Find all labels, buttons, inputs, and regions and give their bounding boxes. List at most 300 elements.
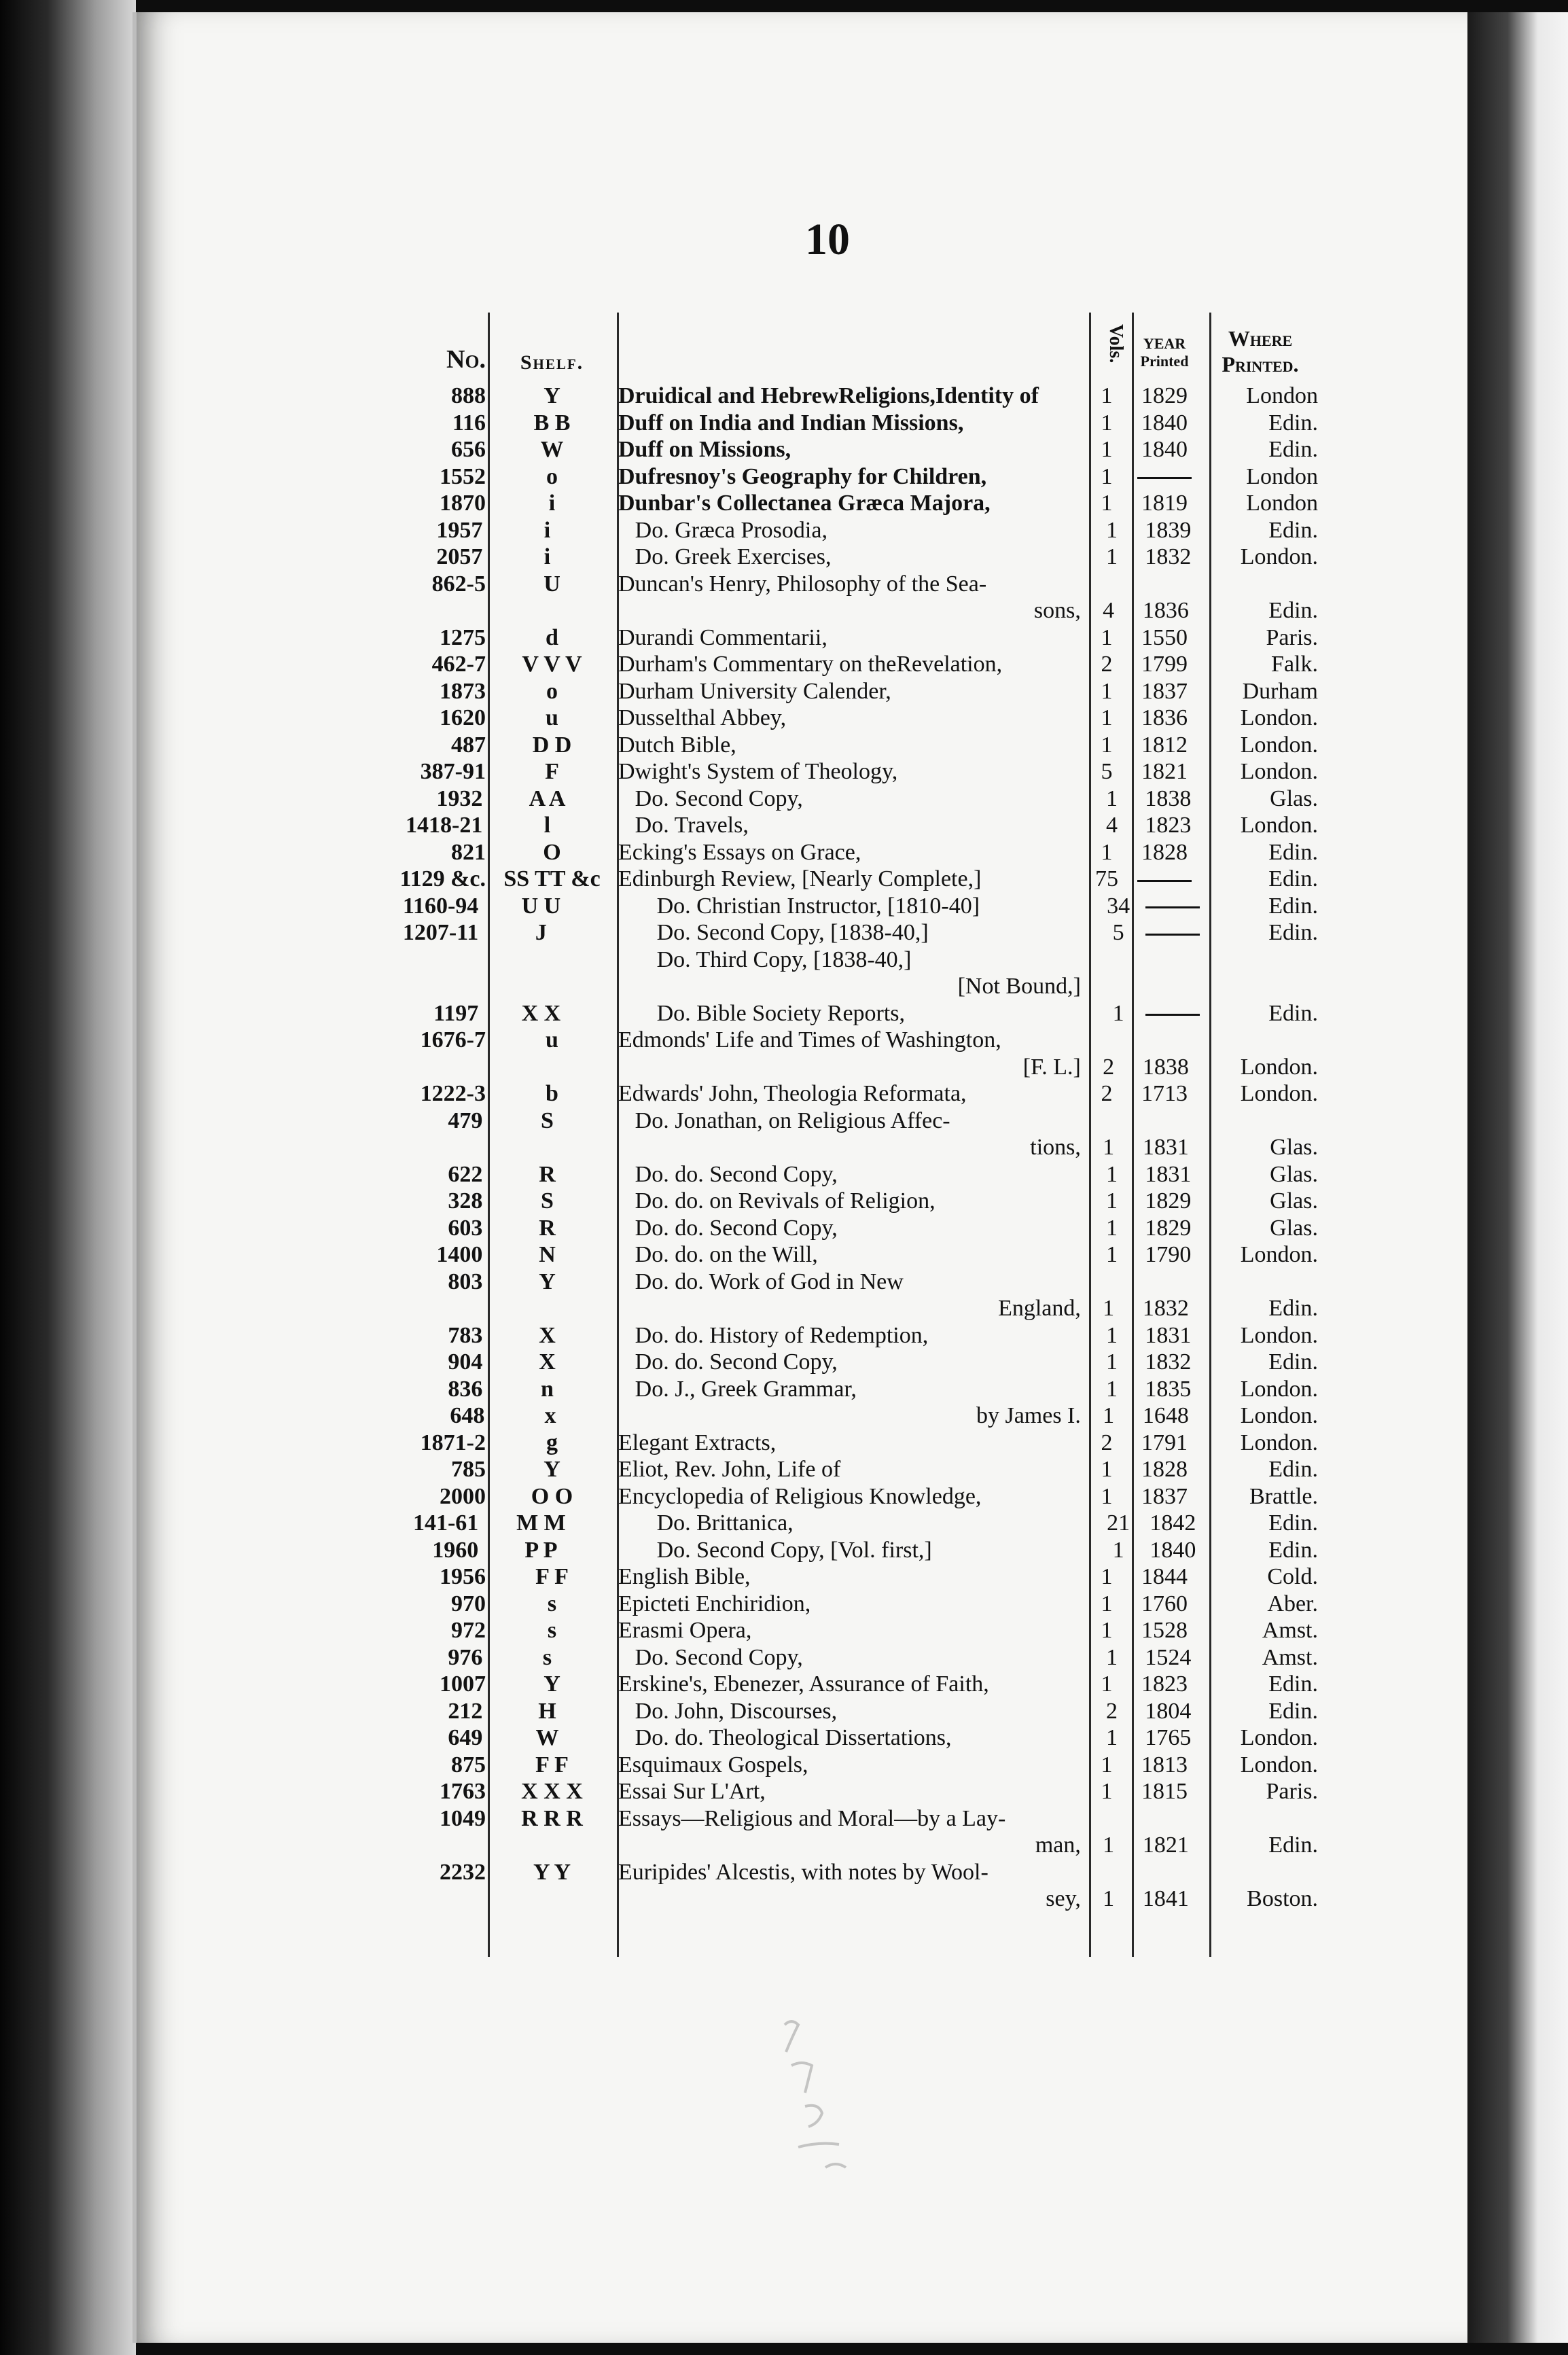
row-year: 1836 (1142, 598, 1189, 623)
catalog-row (353, 1349, 1318, 1376)
row-number: 1160-94 (402, 893, 479, 919)
row-shelf: o (546, 678, 558, 704)
row-vols: 1 (1101, 491, 1113, 516)
row-vols: 34 (1107, 893, 1130, 919)
row-where: Edin. (1268, 1296, 1319, 1321)
row-year: 1790 (1145, 1242, 1192, 1267)
row-where: Edin. (1268, 920, 1318, 945)
year-unknown-dash (1137, 477, 1192, 479)
row-year: 1524 (1145, 1644, 1192, 1670)
row-year: 1844 (1141, 1564, 1188, 1589)
catalog-table (353, 302, 1318, 1913)
row-shelf: SS TT &c (503, 866, 601, 891)
row-where: Paris. (1266, 624, 1318, 650)
row-where: Edin. (1268, 1000, 1318, 1026)
row-vols: 1 (1105, 517, 1118, 543)
row-shelf: W (540, 437, 564, 462)
row-title: Do. Greek Exercises, (635, 544, 832, 569)
row-where: London. (1240, 1725, 1318, 1750)
catalog-row (353, 597, 1318, 624)
row-title: Dutch Bible, (618, 732, 736, 758)
catalog-row (353, 1832, 1318, 1859)
row-number: 1197 (433, 1000, 479, 1026)
row-number: 1870 (440, 491, 486, 516)
row-year (1137, 919, 1209, 946)
row-number: 836 (448, 1376, 483, 1402)
catalog-row (353, 785, 1318, 813)
row-where: Edin. (1268, 1349, 1318, 1375)
row-shelf: W (535, 1725, 559, 1750)
row-title: Do. Jonathan, on Religious Affec- (635, 1108, 950, 1133)
row-shelf: A A (529, 785, 566, 811)
row-where: London. (1240, 1054, 1319, 1080)
row-number: 1620 (440, 705, 486, 730)
row-title: tions, (1030, 1135, 1081, 1160)
row-year: 1828 (1141, 1457, 1188, 1482)
row-vols: 1 (1105, 1376, 1118, 1402)
row-number: 1956 (440, 1564, 486, 1589)
row-shelf: S (541, 1108, 554, 1133)
row-number: 972 (451, 1618, 486, 1643)
row-where: Boston. (1247, 1886, 1319, 1911)
row-shelf: R (539, 1161, 556, 1187)
row-title: by James I. (976, 1403, 1081, 1428)
row-vols: 5 (1112, 920, 1124, 945)
row-vols: 1 (1101, 1457, 1113, 1482)
row-title: Dufresnoy's Geography for Children, (618, 463, 987, 489)
row-number: 1932 (436, 785, 483, 811)
row-where: Edin. (1268, 839, 1318, 865)
catalog-row (353, 1644, 1318, 1671)
row-title: Do. Brittanica, (656, 1510, 794, 1536)
row-title: Essays—Religious and Moral—by a Lay- (618, 1805, 1006, 1831)
book-spine-shadow (0, 0, 136, 2355)
row-year: 1835 (1145, 1376, 1192, 1402)
row-title: Do. do. on Revivals of Religion, (635, 1188, 936, 1214)
row-year: 1832 (1142, 1296, 1189, 1321)
row-number: 803 (448, 1269, 483, 1294)
catalog-row (353, 758, 1318, 785)
row-number: 487 (451, 732, 486, 758)
row-year: 1819 (1141, 491, 1188, 516)
row-where: London. (1240, 813, 1318, 838)
header-where-bottom: Printed. (1222, 352, 1299, 376)
row-year: 1815 (1141, 1779, 1188, 1804)
catalog-row (353, 651, 1318, 678)
row-year (1137, 893, 1209, 920)
table-header (353, 302, 1318, 383)
catalog-row (353, 732, 1318, 759)
row-where: London. (1240, 1752, 1318, 1777)
catalog-row (353, 1537, 1318, 1564)
row-number: 1873 (440, 678, 486, 704)
row-vols: 1 (1101, 1483, 1113, 1509)
row-number: 1129 &c. (399, 866, 486, 891)
row-title: Do. Christian Instructor, [1810-40] (656, 893, 980, 919)
row-title: Do. J., Greek Grammar, (635, 1376, 857, 1402)
row-number: 1275 (440, 624, 486, 650)
pencil-tally-marks (771, 2011, 880, 2188)
row-where: Cold. (1267, 1564, 1318, 1589)
row-year: 1823 (1145, 813, 1192, 838)
row-vols: 1 (1103, 1403, 1115, 1428)
row-where: London. (1240, 1376, 1318, 1402)
row-shelf: b (546, 1081, 558, 1106)
row-shelf: Y (544, 1671, 560, 1697)
row-number: 2000 (440, 1483, 486, 1509)
row-vols: 5 (1101, 759, 1113, 784)
row-number: 648 (450, 1403, 485, 1428)
row-where: Glas. (1270, 1161, 1318, 1187)
row-title: Durham University Calender, (618, 678, 891, 704)
row-year: 1838 (1142, 1054, 1189, 1080)
row-number: 2232 (440, 1859, 486, 1885)
row-shelf: x (544, 1403, 556, 1428)
row-vols: 1 (1105, 1349, 1118, 1375)
row-vols: 1 (1101, 1591, 1113, 1616)
catalog-row (353, 678, 1318, 705)
row-vols: 1 (1101, 410, 1113, 436)
catalog-row (353, 1000, 1318, 1027)
row-where: London. (1240, 1322, 1318, 1348)
row-where: Falk. (1271, 652, 1318, 677)
catalog-row (353, 1510, 1318, 1537)
catalog-row (353, 410, 1318, 437)
row-where: Edin. (1268, 437, 1318, 462)
row-title: Do. Second Copy, (635, 1644, 803, 1670)
catalog-row (353, 1080, 1318, 1108)
row-where: Edin. (1268, 410, 1318, 436)
header-shelf: Shelf. (520, 351, 584, 374)
row-year: 1799 (1141, 652, 1188, 677)
row-where: Edin. (1268, 1698, 1318, 1724)
row-vols: 2 (1101, 1081, 1113, 1106)
year-unknown-dash (1145, 906, 1200, 908)
row-year (1126, 463, 1202, 491)
row-number: 2057 (436, 544, 483, 569)
row-title: Do. Travels, (635, 813, 749, 838)
row-where: London. (1240, 1081, 1318, 1106)
row-title: Do. Bible Society Reports, (656, 1000, 906, 1026)
catalog-row (353, 1698, 1318, 1725)
row-number: 1676-7 (420, 1027, 486, 1052)
header-where-top: Where (1228, 326, 1293, 351)
catalog-row (353, 1778, 1318, 1805)
row-shelf: S (541, 1188, 554, 1214)
table-body (353, 383, 1318, 1913)
catalog-row (353, 705, 1318, 732)
row-vols: 1 (1101, 624, 1113, 650)
row-year: 1836 (1141, 705, 1188, 730)
row-where: Edin. (1268, 517, 1318, 543)
row-vols: 1 (1101, 732, 1113, 758)
row-vols: 1 (1112, 1537, 1124, 1563)
catalog-row (353, 1483, 1318, 1510)
row-year: 1839 (1145, 517, 1192, 543)
row-number: 1960 (432, 1537, 479, 1563)
catalog-row (353, 1295, 1318, 1322)
row-title: Essai Sur L'Art, (618, 1779, 766, 1804)
catalog-row (353, 544, 1318, 571)
row-year: 1829 (1145, 1215, 1192, 1241)
row-shelf: O (543, 839, 561, 865)
row-where: Amst. (1262, 1618, 1318, 1643)
row-vols: 2 (1101, 1430, 1113, 1455)
catalog-row (353, 1269, 1318, 1296)
row-number: 1871-2 (420, 1430, 486, 1455)
row-shelf: s (542, 1644, 552, 1670)
catalog-row (353, 1563, 1318, 1591)
catalog-row (353, 1456, 1318, 1483)
row-where: Aber. (1267, 1591, 1318, 1616)
row-title: Do. do. Second Copy, (635, 1215, 838, 1241)
row-shelf: H (538, 1698, 556, 1724)
catalog-row (353, 1591, 1318, 1618)
row-where: London (1246, 491, 1318, 516)
row-title: Ecking's Essays on Grace, (618, 839, 861, 865)
row-shelf: u (546, 705, 558, 730)
row-shelf: U (544, 571, 560, 597)
catalog-row (353, 1376, 1318, 1403)
page-edge (1467, 12, 1568, 2343)
row-year: 1528 (1141, 1618, 1188, 1643)
row-shelf: D D (532, 732, 572, 758)
row-title: man, (1035, 1832, 1081, 1858)
row-shelf: u (546, 1027, 558, 1052)
row-where: Paris. (1266, 1779, 1318, 1804)
row-number: 1763 (440, 1779, 486, 1804)
row-number: 904 (448, 1349, 483, 1375)
row-title: Durandi Commentarii, (618, 624, 827, 650)
row-vols: 2 (1105, 1698, 1118, 1724)
row-year: 1841 (1142, 1886, 1189, 1911)
row-shelf: X X X (521, 1779, 583, 1804)
row-title: Do. do. Work of God in New (635, 1269, 904, 1294)
row-year: 1842 (1150, 1510, 1196, 1536)
row-year: 1831 (1145, 1161, 1192, 1187)
catalog-row (353, 919, 1318, 946)
row-title: Do. do. Second Copy, (635, 1349, 838, 1375)
row-number: 479 (448, 1108, 483, 1133)
catalog-row (353, 1161, 1318, 1188)
row-shelf: X (539, 1322, 556, 1348)
row-vols: 1 (1105, 1188, 1118, 1214)
row-year: 1840 (1141, 410, 1188, 436)
row-shelf: R R R (521, 1805, 583, 1831)
row-year: 1823 (1141, 1671, 1188, 1697)
row-where: Amst. (1262, 1644, 1318, 1670)
row-number: 1222-3 (420, 1081, 486, 1106)
row-number: 116 (452, 410, 486, 436)
row-year: 1837 (1141, 1483, 1188, 1509)
row-where: Brattle. (1249, 1483, 1318, 1509)
row-where: Edin. (1268, 866, 1318, 891)
row-year: 1791 (1141, 1430, 1188, 1455)
row-number: 1007 (440, 1671, 486, 1697)
row-year: 1832 (1145, 1349, 1192, 1375)
row-number: 976 (448, 1644, 483, 1670)
row-shelf: V V V (522, 652, 582, 677)
row-vols: 1 (1103, 1886, 1115, 1911)
row-year (1137, 1000, 1209, 1027)
row-shelf: F (545, 759, 559, 784)
row-vols: 1 (1101, 1564, 1113, 1589)
row-number: 821 (451, 839, 486, 865)
year-unknown-dash (1137, 880, 1192, 882)
row-title: Do. Græca Prosodia, (635, 517, 827, 543)
row-vols: 1 (1101, 1779, 1113, 1804)
row-year (1126, 866, 1202, 893)
row-where: Edin. (1268, 1457, 1318, 1482)
year-unknown-dash (1145, 934, 1200, 936)
row-vols: 1 (1105, 1242, 1118, 1267)
row-number: 970 (451, 1591, 486, 1616)
row-shelf: d (546, 624, 558, 650)
row-shelf: Y Y (533, 1859, 571, 1885)
catalog-row (353, 436, 1318, 463)
row-year: 1829 (1145, 1188, 1192, 1214)
row-shelf: R (539, 1215, 556, 1241)
row-year: 1812 (1141, 732, 1188, 758)
row-where: Glas. (1270, 1135, 1319, 1160)
row-shelf: X (539, 1349, 556, 1375)
row-shelf: Y (544, 1457, 560, 1482)
row-year: 1821 (1142, 1832, 1189, 1858)
catalog-row (353, 1724, 1318, 1752)
row-shelf: i (544, 544, 551, 569)
row-title: England, (998, 1296, 1081, 1321)
row-where: Edin. (1268, 1832, 1319, 1858)
row-title: Eliot, Rev. John, Life of (618, 1457, 841, 1482)
row-title: Esquimaux Gospels, (618, 1752, 808, 1777)
row-number: 141-61 (412, 1510, 479, 1536)
row-vols: 1 (1101, 705, 1113, 730)
row-vols: 1 (1101, 839, 1113, 865)
row-title: sey, (1046, 1886, 1081, 1911)
row-shelf: F F (535, 1752, 569, 1777)
catalog-row (353, 1617, 1318, 1644)
row-vols: 1 (1105, 1644, 1118, 1670)
catalog-row (353, 812, 1318, 839)
row-vols: 1 (1101, 1618, 1113, 1643)
catalog-row (353, 1752, 1318, 1779)
catalog-row (353, 383, 1318, 410)
row-year: 1804 (1145, 1698, 1192, 1724)
row-where: Edin. (1268, 893, 1318, 919)
catalog-row (353, 973, 1318, 1000)
row-number: 387-91 (420, 759, 486, 784)
row-shelf: M M (516, 1510, 566, 1536)
row-title: Do. Second Copy, (635, 785, 803, 811)
row-vols: 1 (1101, 1671, 1113, 1697)
row-where: London (1246, 463, 1318, 489)
row-year: 1837 (1141, 678, 1188, 704)
row-title: Elegant Extracts, (618, 1430, 777, 1455)
catalog-row (353, 1215, 1318, 1242)
row-shelf: g (546, 1430, 558, 1455)
year-unknown-dash (1145, 1014, 1200, 1016)
catalog-row (353, 1054, 1318, 1081)
row-shelf: B B (533, 410, 571, 436)
row-shelf: J (535, 920, 547, 945)
row-shelf: Y (539, 1269, 556, 1294)
row-number: 1418-21 (406, 813, 483, 838)
header-year (1126, 335, 1202, 383)
row-number: 656 (451, 437, 486, 462)
catalog-row (353, 571, 1318, 598)
header-where (1202, 325, 1318, 383)
header-year-bottom: Printed (1140, 353, 1189, 370)
row-shelf: Y (544, 383, 560, 408)
catalog-row (353, 839, 1318, 866)
row-vols: 1 (1101, 463, 1113, 489)
row-year: 1648 (1142, 1403, 1189, 1428)
row-year: 1765 (1145, 1725, 1192, 1750)
row-vols: 1 (1112, 1000, 1124, 1026)
catalog-row (353, 1805, 1318, 1832)
row-year: 1831 (1145, 1322, 1192, 1348)
row-year: 1840 (1150, 1537, 1196, 1563)
header-vols: Vols. (1105, 323, 1126, 364)
row-shelf: U U (521, 893, 561, 919)
row-shelf: N (539, 1242, 556, 1267)
row-year: 1829 (1141, 383, 1188, 408)
catalog-row (353, 946, 1318, 974)
row-number: 785 (451, 1457, 486, 1482)
catalog-row (353, 1241, 1318, 1269)
row-title: Do. Second Copy, [Vol. first,] (656, 1537, 932, 1563)
row-vols: 4 (1103, 598, 1115, 623)
row-title: Epicteti Enchiridion, (618, 1591, 811, 1616)
row-vols: 1 (1105, 1161, 1118, 1187)
row-title: Erskine's, Ebenezer, Assurance of Faith, (618, 1671, 989, 1697)
row-vols: 2 (1101, 652, 1113, 677)
catalog-row (353, 1430, 1318, 1457)
row-number: 862-5 (431, 571, 486, 597)
row-where: London. (1240, 1242, 1318, 1267)
row-shelf: i (548, 491, 556, 516)
row-number: 1207-11 (402, 920, 479, 945)
row-shelf: n (541, 1376, 554, 1402)
row-vols: 1 (1101, 678, 1113, 704)
row-vols: 1 (1101, 383, 1113, 408)
row-title: Do. do. Second Copy, (635, 1161, 838, 1187)
catalog-row (353, 1188, 1318, 1215)
row-where: London. (1240, 544, 1318, 569)
row-vols: 1 (1101, 437, 1113, 462)
row-title: [Not Bound,] (957, 974, 1081, 999)
row-shelf: i (544, 517, 551, 543)
row-shelf: s (547, 1591, 557, 1616)
catalog-row (353, 490, 1318, 517)
row-number: 603 (448, 1215, 483, 1241)
row-title: Duff on India and Indian Missions, (618, 410, 964, 436)
row-year: 1831 (1142, 1135, 1189, 1160)
row-shelf: o (546, 463, 558, 489)
page-number: 10 (805, 215, 850, 264)
row-number: 888 (451, 383, 486, 408)
row-where: Edin. (1268, 1537, 1318, 1563)
row-vols: 1 (1105, 785, 1118, 811)
row-number: 1049 (440, 1805, 486, 1831)
catalog-row (353, 463, 1318, 491)
row-shelf: P P (524, 1537, 558, 1563)
row-number: 1552 (440, 463, 486, 489)
row-year: 1821 (1141, 759, 1188, 784)
row-title: Durham's Commentary on theRevelation, (618, 652, 1003, 677)
catalog-row (353, 517, 1318, 544)
row-vols: 1 (1103, 1135, 1115, 1160)
